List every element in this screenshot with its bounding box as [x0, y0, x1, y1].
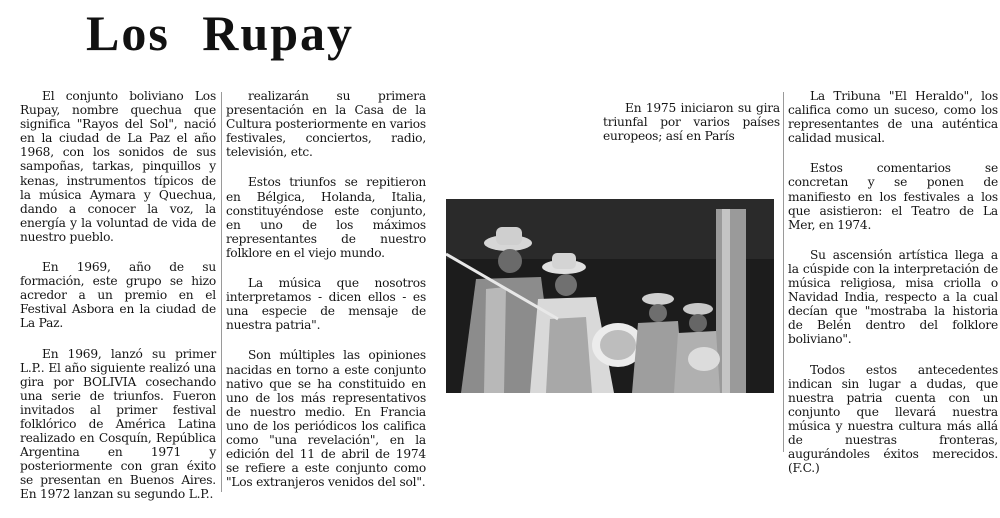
- article-column-1: [20, 89, 216, 518]
- paragraph: La música que nosotros interpretamos - dicen ellos - es una especie de mensaje de nuestra patria".: [226, 276, 426, 333]
- paragraph: La Tribuna "El Heraldo", los califica como un suceso, como los representantes de una auténtica calidad musical.: [788, 89, 998, 146]
- article-column-4: [788, 89, 998, 479]
- paragraph: En 1969, lanzó su primer L.P.. El año siguiente realizó una gira por BOLIVIA cosechando una serie de triunfos. Fueron invitados al primer festival folklórico de América Latina realizado en Cosquín, República Argentina en 1971 y posteriormente con gran éxito se presentan en Buenos Aires. En 1972 lanzan su segundo L.P..: [20, 346, 216, 502]
- paragraph: En 1975 iniciaron su gira triunfal por varios países europeos; así en París: [603, 101, 780, 144]
- column-divider: [783, 92, 784, 452]
- paragraph: Estos comentarios se concretan y se ponen de manifiesto en los festivales a los que asistieron: el Teatro de La Mer, en 1974.: [788, 161, 998, 232]
- band-photo-illustration: [446, 199, 774, 393]
- article-column-2: [226, 89, 426, 505]
- paragraph: Son múltiples las opiniones nacidas en torno a este conjunto nativo que se ha constituido en uno de los más representativos de nuestro medio. En Francia uno de los periódicos los califica como "una revelación", en la edición del 11 de abril de 1974 se refiere a este conjunto como "Los extranjeros venidos del sol".: [226, 348, 426, 490]
- band-photo: [446, 199, 774, 393]
- paragraph: Todos estos antecedentes indican sin lugar a dudas, que nuestra patria cuenta con un conjunto que llevará nuestra música y nuestra cultura más allá de nuestras fronteras, augurándoles éxitos merecidos. (F.C.): [788, 362, 998, 476]
- article-headline: Los Rupay: [86, 5, 355, 61]
- paragraph: El conjunto boliviano Los Rupay, nombre quechua que significa "Rayos del Sol", nació en la ciudad de La Paz el año 1968, con los sonidos de sus sampoñas, tarkas, pinquillos y kenas, instrumentos típicos de la música Aymara y Quechua, dando a conocer la voz, la energía y la voluntad de vida de nuestro pueblo.: [20, 89, 216, 244]
- paragraph: Su ascensión artística llega a la cúspide con la interpretación de música religiosa, misa criolla o Navidad India, respecto a la cual decían que "mostraba la historia de Belén dentro del folklore boliviano".: [788, 247, 998, 347]
- paragraph: Estos triunfos se repitieron en Bélgica, Holanda, Italia, constituyéndose este conjunto, en uno de los máximos representantes de nuestro folklore en el viejo mundo.: [226, 175, 426, 260]
- paragraph: En 1969, año de su formación, este grupo se hizo acredor a un premio en el Festival Asbora en la ciudad de La Paz.: [20, 260, 216, 331]
- paragraph: realizarán su primera presentación en la Casa de la Cultura posteriormente en varios festivales, conciertos, radio, televisión, etc.: [226, 89, 426, 160]
- article-column-3: [603, 101, 780, 147]
- column-divider: [221, 92, 222, 492]
